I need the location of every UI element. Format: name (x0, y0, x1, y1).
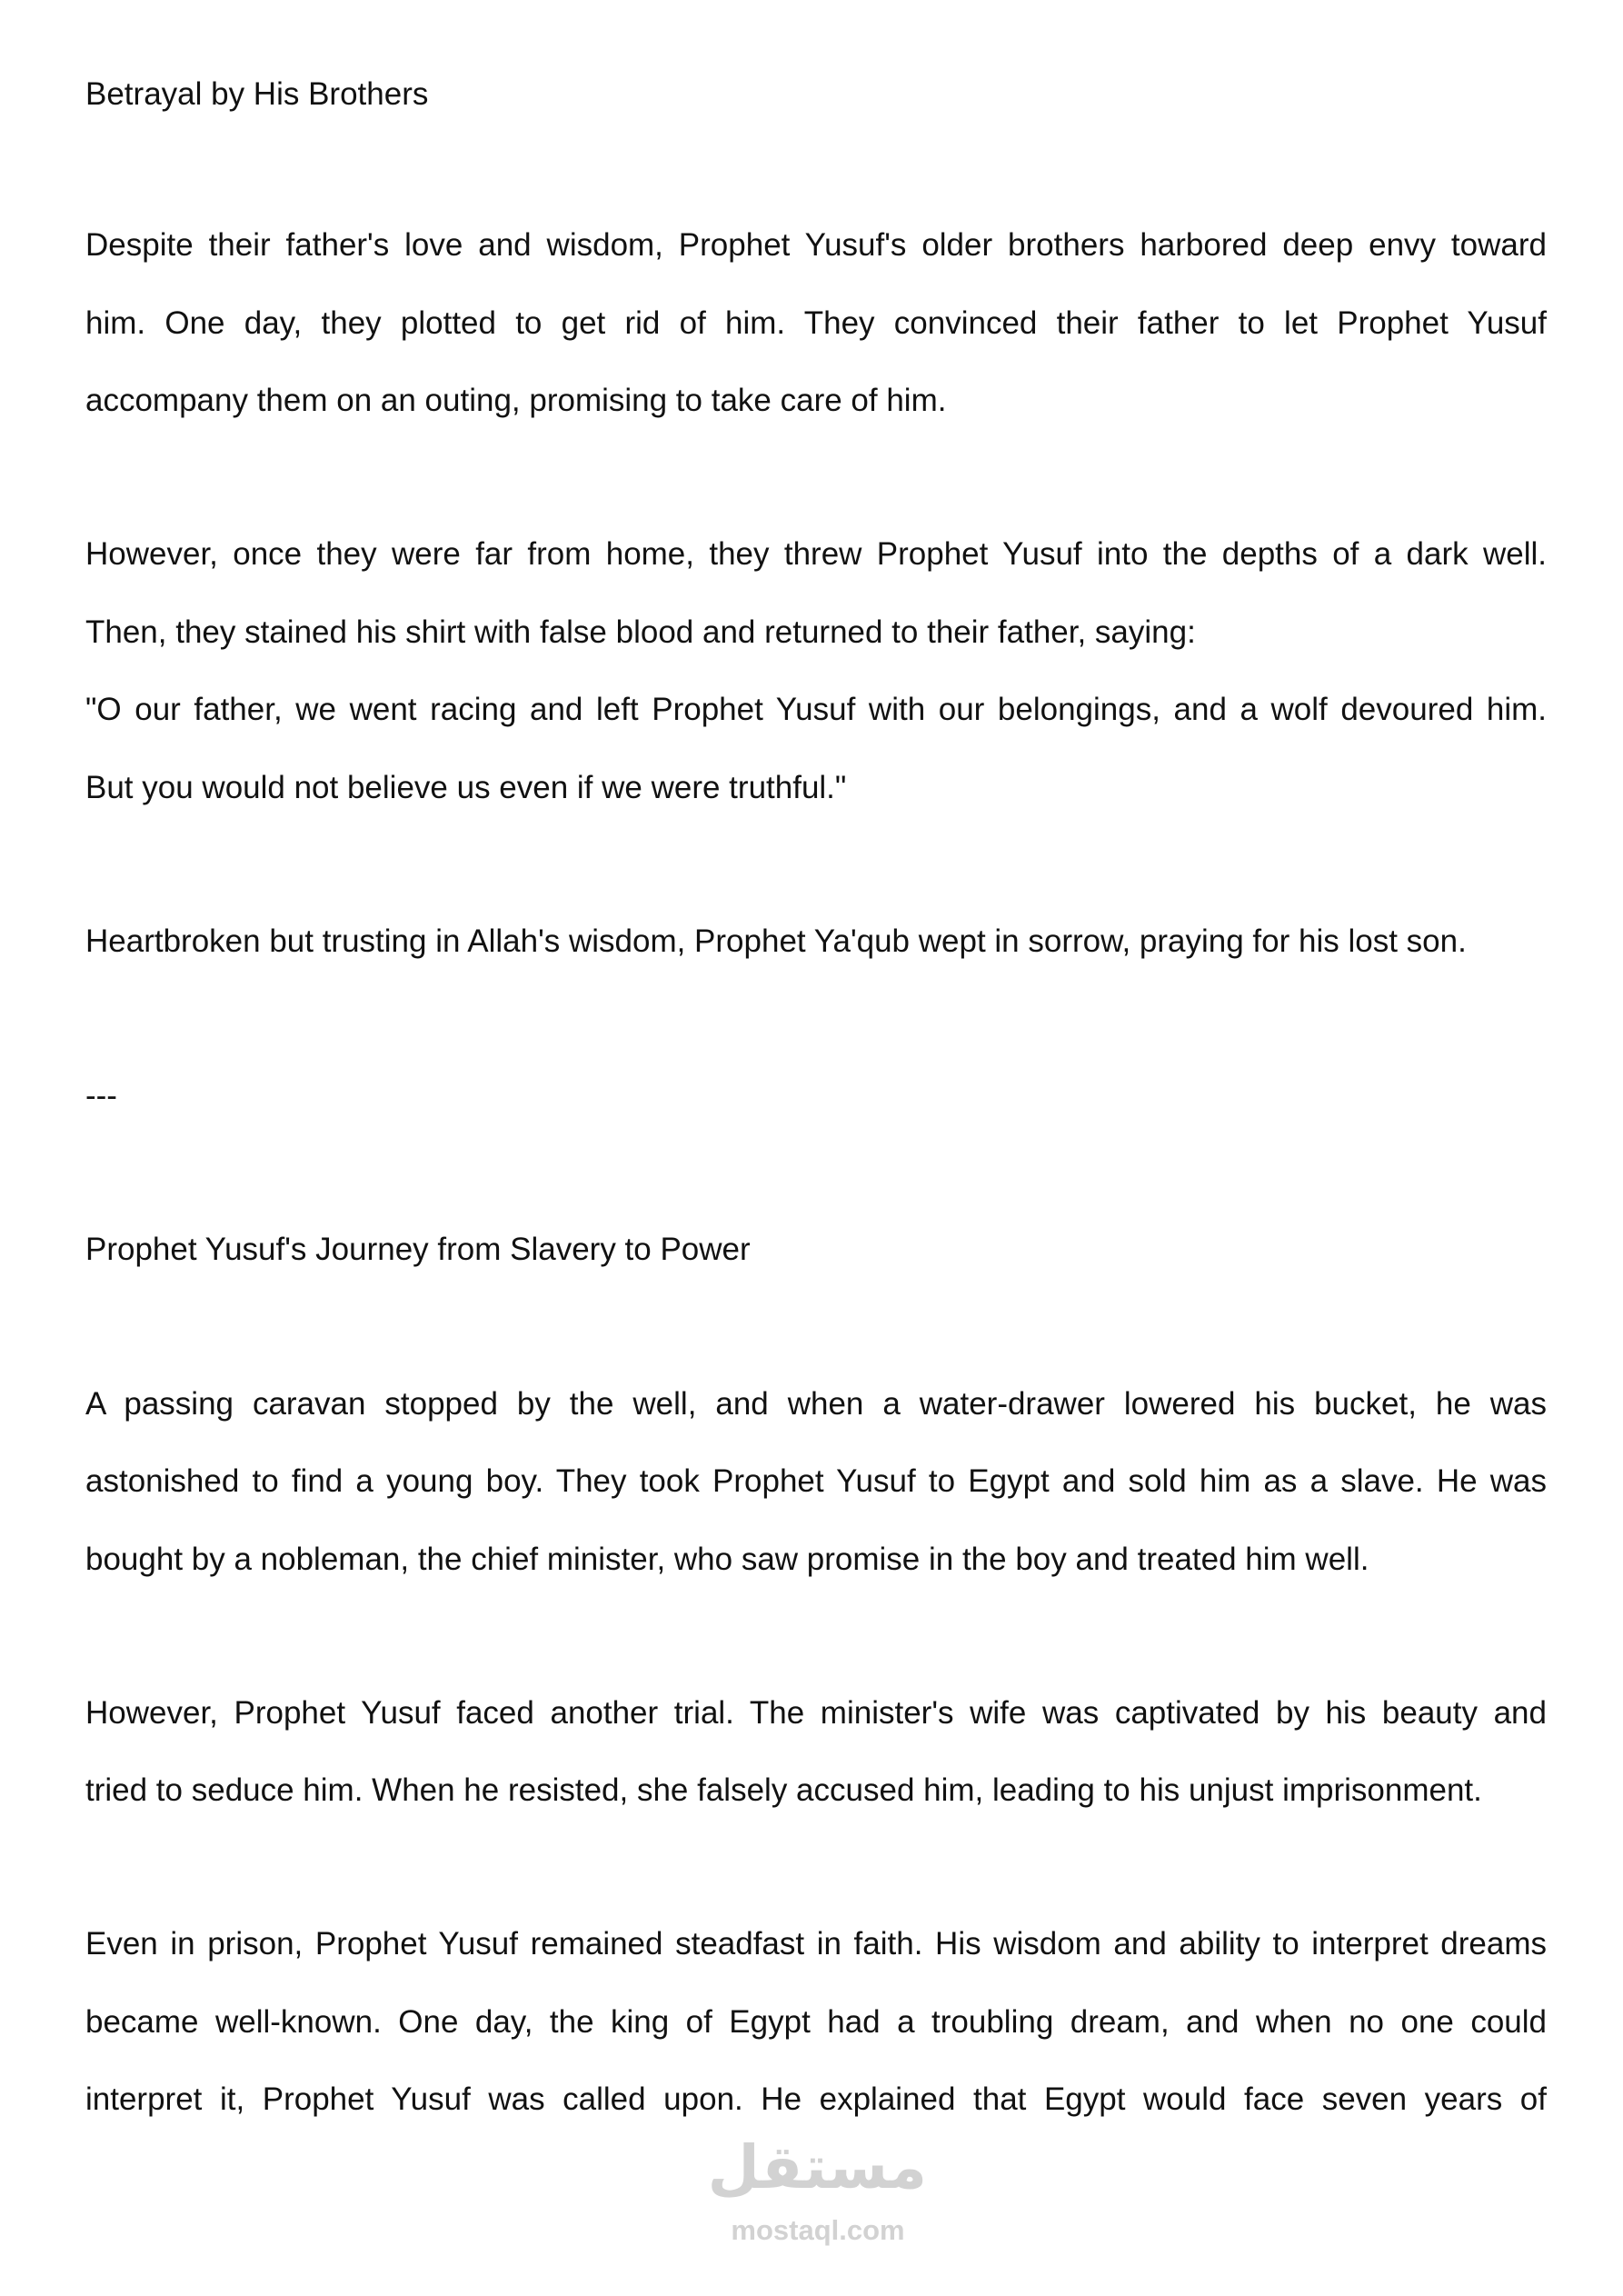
paragraph-line: accompany them on an outing, promising to take care of him. (85, 383, 947, 418)
paragraph-line: tried to seduce him. When he resisted, she falsely accused him, leading to his unjust imprisonment. (85, 1772, 1482, 1808)
paragraph-line: But you would not believe us even if we were truthful." (85, 770, 847, 805)
paragraph-line: However, Prophet Yusuf faced another trial. The minister's wife was captivated by his beauty and (85, 1695, 1547, 1731)
paragraph-line: Heartbroken but trusting in Allah's wisdom, Prophet Ya'qub wept in sorrow, praying for his lost son. (85, 923, 1467, 959)
paragraph-line: Despite their father's love and wisdom, Prophet Yusuf's older brothers harbored deep envy toward (85, 227, 1547, 263)
watermark-logo: مستقل (707, 2132, 927, 2202)
watermark-site: mostaql.com (731, 2214, 905, 2246)
paragraph-line: "O our father, we went racing and left Prophet Yusuf with our belongings, and a wolf devoured him. (85, 692, 1547, 727)
section-heading-betrayal: Betrayal by His Brothers (85, 76, 429, 112)
paragraph-line: him. One day, they plotted to get rid of him. They convinced their father to let Prophet Yusuf (85, 305, 1547, 341)
paragraph-line: astonished to find a young boy. They took Prophet Yusuf to Egypt and sold him as a slave. He was (85, 1463, 1547, 1499)
paragraph-line: A passing caravan stopped by the well, and when a water-drawer lowered his bucket, he was (85, 1386, 1547, 1422)
paragraph-line: Even in prison, Prophet Yusuf remained steadfast in faith. His wisdom and ability to interpret dreams (85, 1926, 1547, 1962)
paragraph-line: However, once they were far from home, they threw Prophet Yusuf into the depths of a dark well. (85, 536, 1547, 572)
paragraph-line: interpret it, Prophet Yusuf was called upon. He explained that Egypt would face seven years of (85, 2081, 1547, 2117)
paragraph-line: bought by a nobleman, the chief minister, who saw promise in the boy and treated him well. (85, 1542, 1369, 1577)
paragraph-line: became well-known. One day, the king of Egypt had a troubling dream, and when no one could (85, 2004, 1547, 2040)
mostaql-watermark (709, 2127, 927, 2263)
paragraph-line: Then, they stained his shirt with false blood and returned to their father, saying: (85, 614, 1196, 650)
section-heading-journey: Prophet Yusuf's Journey from Slavery to Power (85, 1232, 751, 1267)
section-divider: --- (85, 1078, 117, 1113)
